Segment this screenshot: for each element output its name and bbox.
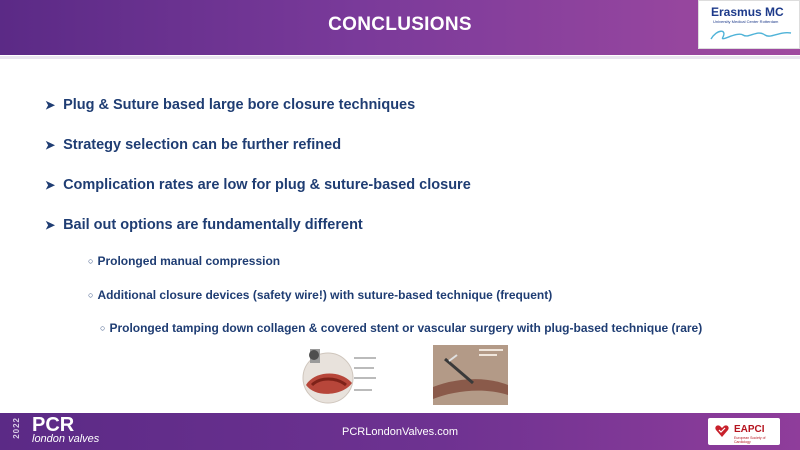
bullet-text: Plug & Suture based large bore closure techniques	[63, 97, 416, 113]
logo-subtitle: University Medical Center Rotterdam	[713, 19, 779, 24]
erasmus-logo	[698, 0, 800, 49]
arrow-icon: ➤	[45, 138, 56, 152]
pcr-subtitle: london valves	[32, 433, 100, 445]
eapci-subtitle: European Society of Cardiology	[734, 436, 766, 444]
sub-bullet-text: Additional closure devices (safety wire!) with suture-based technique (frequent)	[97, 288, 553, 302]
bullet-text: Bail out options are fundamentally different	[63, 217, 363, 233]
header-bar	[0, 0, 800, 55]
sub-bullet-item	[88, 254, 280, 268]
bullet-text: Strategy selection can be further refined	[63, 137, 342, 153]
sub-bullet-text: Prolonged tamping down collagen & covered stent or vascular surgery with plug-based technique (rare)	[109, 321, 703, 335]
signature-icon	[707, 25, 795, 45]
vessel-illustration	[433, 345, 508, 405]
eapci-text: EAPCI	[734, 424, 765, 435]
logo-name: Erasmus MC	[711, 5, 784, 19]
footer-link[interactable]: PCRLondonValves.com	[342, 426, 458, 438]
pcr-logo: PCR	[32, 414, 75, 436]
sub-bullet-item	[100, 321, 702, 335]
suture-diagram-image	[300, 345, 380, 405]
eapci-logo	[708, 418, 780, 445]
arrow-icon: ➤	[45, 218, 56, 232]
arrow-icon: ➤	[45, 178, 56, 192]
footer-year: 2022	[12, 417, 21, 439]
bullet-item	[45, 217, 363, 233]
plug-diagram-image	[433, 345, 508, 405]
bullet-item	[45, 137, 341, 153]
sub-bullet-item	[88, 288, 552, 302]
bullet-item	[45, 97, 415, 113]
heart-icon	[714, 423, 730, 439]
sub-bullet-text: Prolonged manual compression	[97, 254, 281, 268]
circle-icon: ○	[88, 256, 94, 266]
bullet-text: Complication rates are low for plug & suture-based closure	[63, 177, 471, 193]
arrow-icon: ➤	[45, 98, 56, 112]
bullet-item	[45, 177, 471, 193]
circle-icon: ○	[100, 323, 106, 333]
slide-title: CONCLUSIONS	[328, 14, 472, 35]
circle-icon: ○	[88, 290, 94, 300]
divider	[0, 56, 800, 59]
